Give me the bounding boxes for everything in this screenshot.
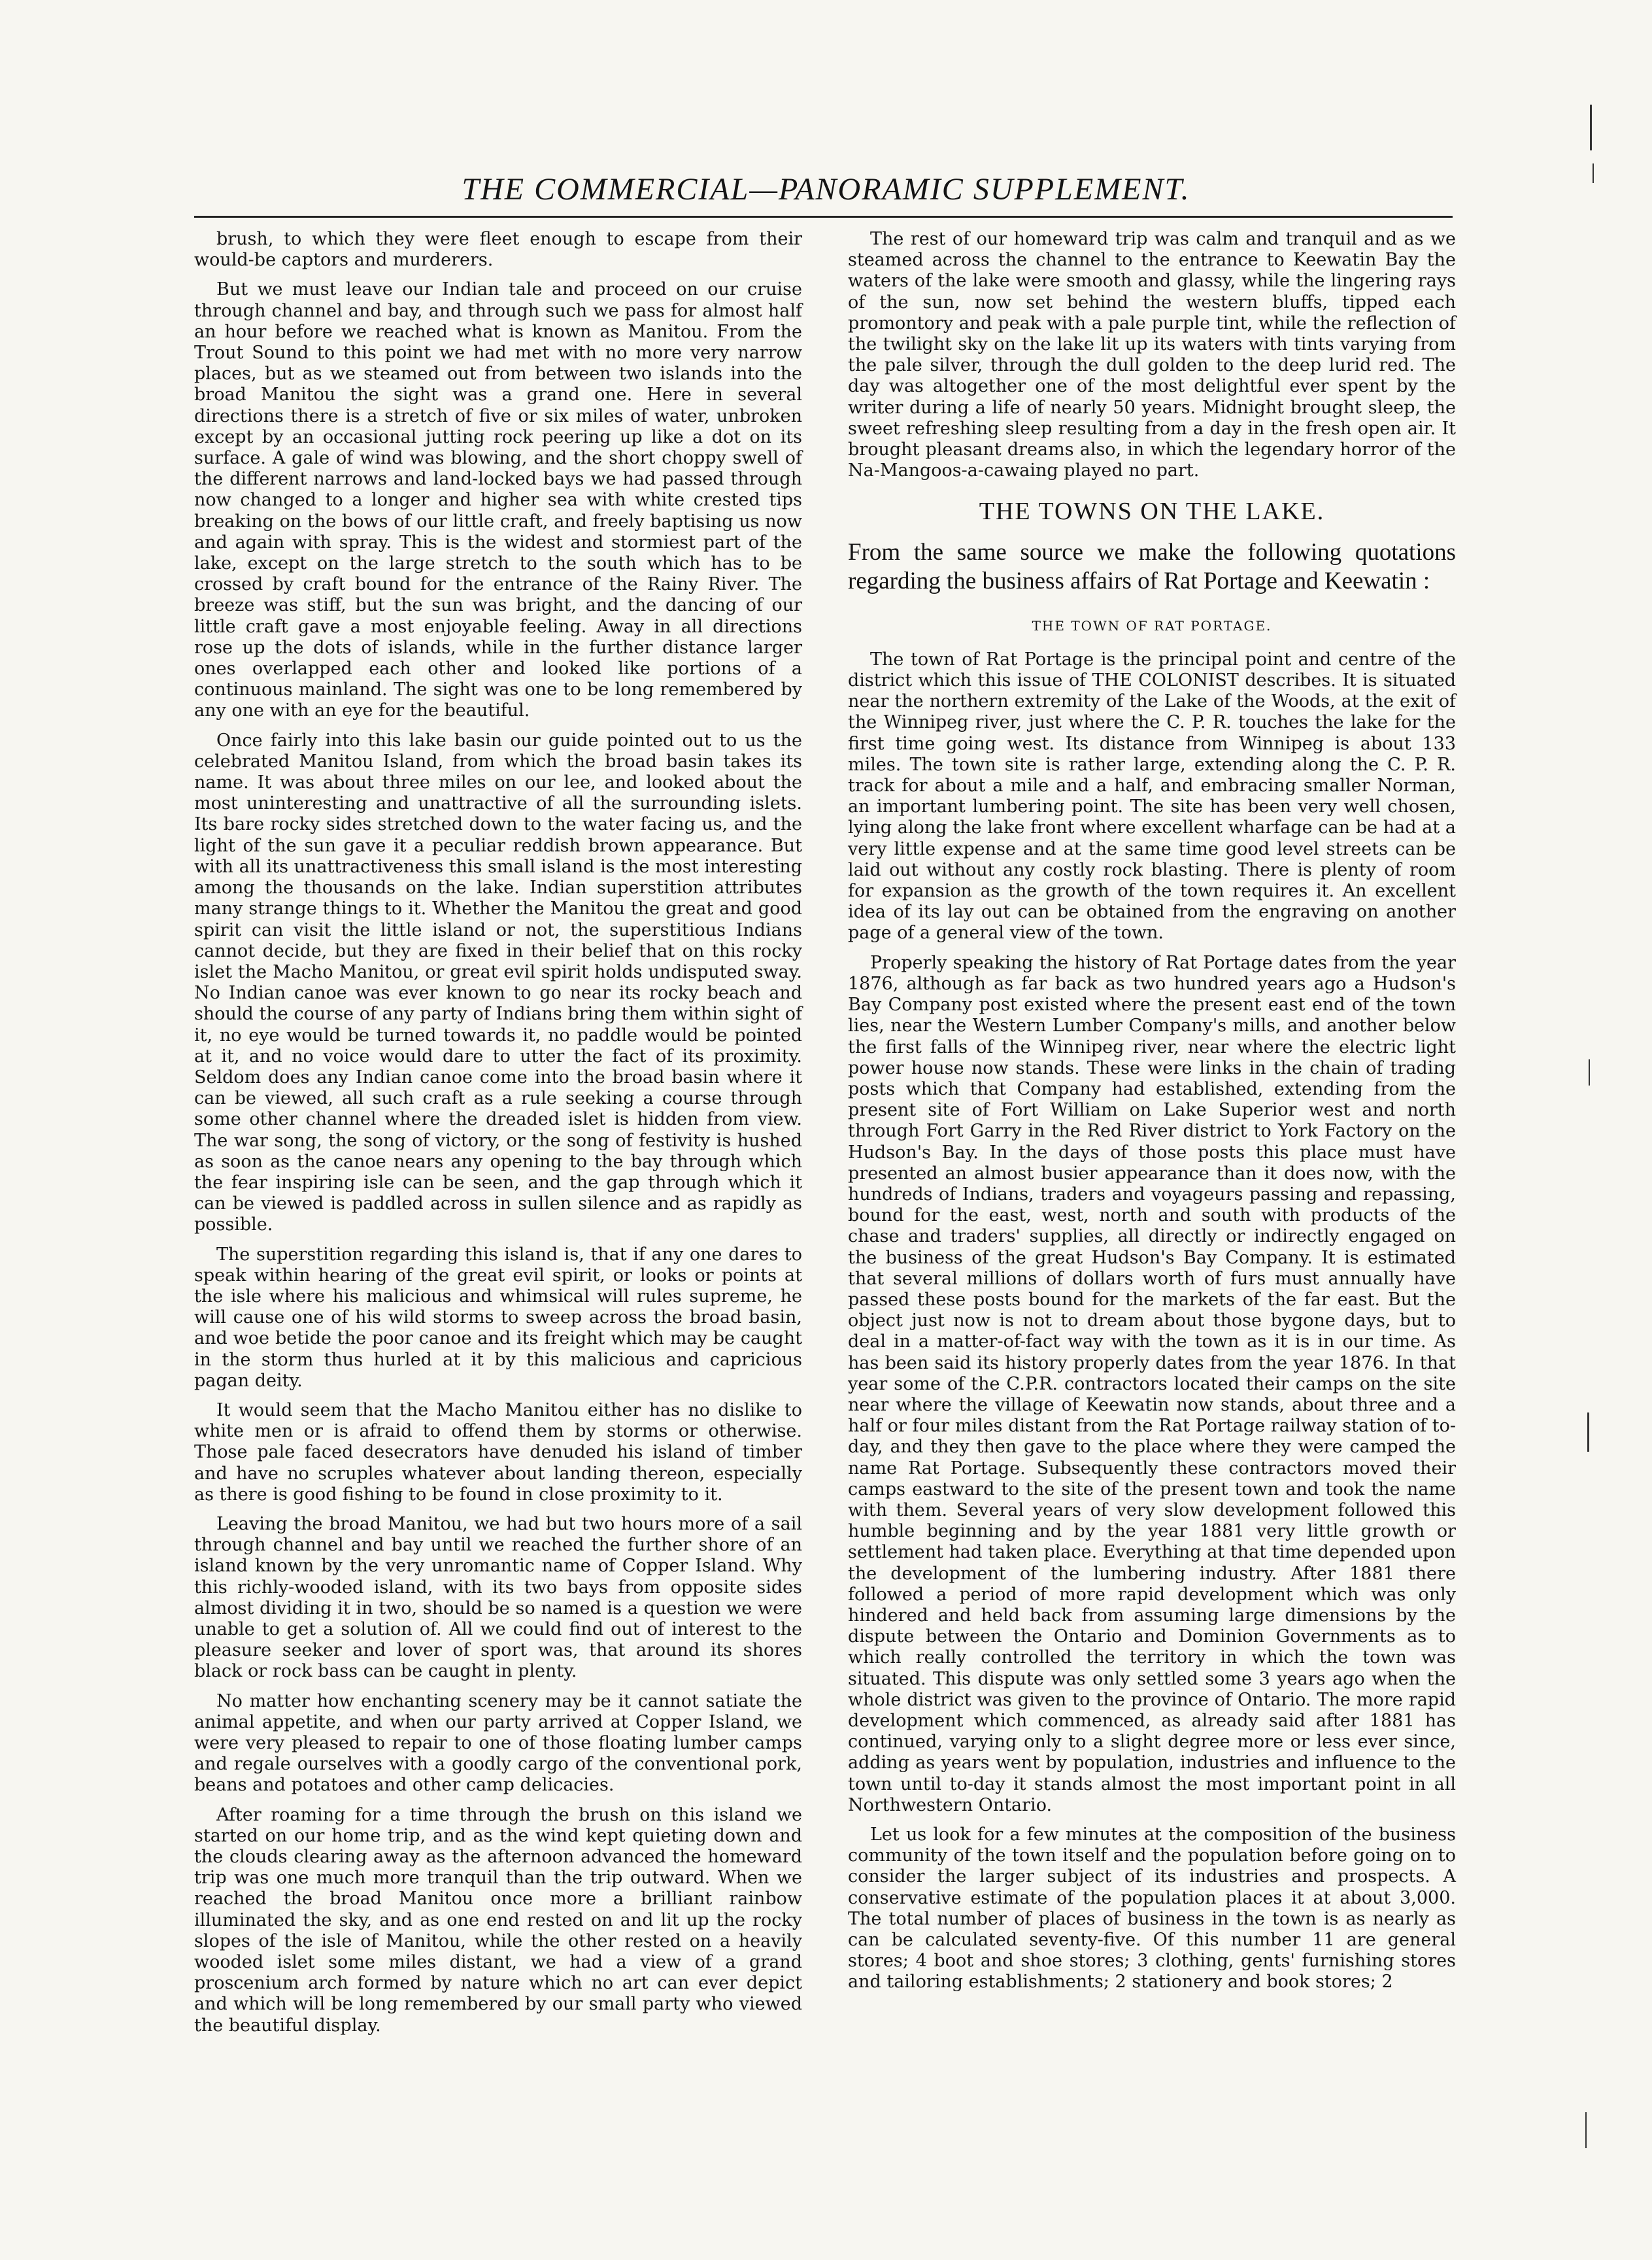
article-paragraph: Let us look for a few minutes at the composition of the business community of the town itself and the population before going on to consider the larger subject of its industries and prospects. A conservative estimate of the population places it at about 3,000. The total number of places of business in the town is as nearly as can be calculated seventy-five. Of this number 11 are general stores; 4 boot and shoe stores; 3 clothing, gents' furnishing stores and tailoring establishments; 2 stationery and book stores; 2 bbox=[848, 1824, 1456, 1993]
article-paragraph: It would seem that the Macho Manitou either has no dislike to white men or is afraid to offend them by storms or otherwise. Those pale faced desecrators have denuded his island of timber and have no scruples whatever about landing thereon, especially as there is good fishing to be found in close proximity to it. bbox=[194, 1399, 802, 1505]
article-paragraph: The superstition regarding this island is, that if any one dares to speak within hearing of the great evil spirit, or looks or points at the isle where his malicious and whimsical will rules supreme, he will cause one of his wild storms to sweep across the broad basin, and woe betide the poor canoe and its freight which may be caught in the storm thus hurled at it by this malicious and capricious pagan deity. bbox=[194, 1244, 802, 1391]
margin-mark bbox=[1589, 1059, 1590, 1086]
article-paragraph: After roaming for a time through the brush on this island we started on our home trip, and as the wind kept quieting down and the clouds clearing away as the afternoon advanced the homeward trip was one much more tranquil than the trip outward. When we reached the broad Manitou once more a brilliant rainbow illuminated the sky, and as one end rested on and lit up the rocky slopes of the isle of Manitou, while the other rested on a heavily wooded islet some miles distant, we had a view of a grand proscenium arch formed by nature which no art can ever depict and which will be long remembered by our small party who viewed the beautiful display. bbox=[194, 1804, 802, 2036]
right-paragraphs bbox=[848, 649, 1456, 1993]
margin-mark bbox=[1585, 2112, 1587, 2148]
article-paragraph: Leaving the broad Manitou, we had but two hours more of a sail through channel and bay until we reached the further shore of an island known by the very unromantic name of Copper Island. Why this richly-wooded island, with its two bays from opposite sides almost dividing it in two, should be so named is a question we were unable to get a solution of. All we could find out of interest to the pleasure seeker and lover of sport was, that around its shores black or rock bass can be caught in plenty. bbox=[194, 1513, 802, 1682]
article-paragraph: Properly speaking the history of Rat Portage dates from the year 1876, although as far back as two hundred years ago a Hudson's Bay Company post existed where the present east end of the town lies, near the Western Lumber Company's mills, and another below the first falls of the Winnipeg river, near where the electric light power house now stands. These were links in the chain of trading posts which that Company had established, extending from the present site of Fort William on Lake Superior west and north through Fort Garry in the Red River district to York Factory on the Hudson's Bay. In the days of those posts this place must have presented an almost busier appearance than it does now, with the hundreds of Indians, traders and voyageurs passing and repassing, bound for the east, west, north and south with products of the chase and traders' supplies, all directly or indirectly engaged on the business of the great Hudson's Bay Company. It is estimated that several millions of dollars worth of furs must annually have passed these posts bound for the markets of the far east. But the object just now is not to dream about those bygone days, but to deal in a matter-of-fact way with the town as it is in our time. As has been said its history properly dates from the year 1876. In that year some of the C.P.R. contractors located their camps on the site near where the village of Keewatin now stands, about three and a half or four miles distant from the Rat Portage railway station of to-day, and they then gave to the place where they were camped the name Rat Portage. Subsequently these contractors moved their camps eastward to the site of the present town and took the name with them. Several years of very slow development followed this humble beginning and by the year 1881 very little growth or settlement had taken place. Everything at that time depended upon the development of the lumbering industry. After 1881 there followed a period of more rapid development which was only hindered and held back from assuming large dimensions by the dispute between the Ontario and Dominion Governments as to which really controlled the territory in which the town was situated. This dispute was only settled some 3 years ago when the whole district was given to the province of Ontario. The more rapid development which commenced, as already said after 1881 has continued, varying only to a slight degree more or less ever since, adding as years went by population, industries and influence to the town until to-day it stands almost the most important point in all Northwestern Ontario. bbox=[848, 952, 1456, 1815]
opening-paragraph: The rest of our homeward trip was calm and tranquil and as we steamed across the channel to the entrance to Keewatin Bay the waters of the lake were smooth and glassy, while the lingering rays of the sun, now set behind the western bluffs, tipped each promontory and peak with a pale purple tint, while the reflection of the twilight sky on the lake lit up its waters with tints varying from the pale silver, through the dull golden to the deep lurid red. The day was altogether one of the most delightful ever spent by the writer during a life of nearly 50 years. Midnight brought sleep, the sweet refreshing sleep resulting from a day in the fresh open air. It brought pleasant dreams also, in which the legendary horror of the Na-Mangoos-a-cawaing played no part. bbox=[848, 229, 1456, 481]
article-paragraph: The town of Rat Portage is the principal point and centre of the district which this issue of THE COLONIST describes. It is situated near the northern extremity of the Lake of the Woods, at the exit of the Winnipeg river, just where the C. P. R. touches the lake for the first time going west. Its distance from Winnipeg is about 133 miles. The town site is rather large, extending along the C. P. R. track for about a mile and a half, and embracing smaller Norman, an important lumbering point. The site has been very well chosen, lying along the lake front where excellent wharfage can be had at a very little expense and at the same time good level streets can be laid out without any costly rock blasting. There is plenty of room for expansion as the growth of the town requires it. An excellent idea of its lay out can be obtained from the engraving on another page of a general view of the town. bbox=[848, 649, 1456, 944]
article-paragraph: Once fairly into this lake basin our guide pointed out to us the celebrated Manitou Island, from which the broad basin takes its name. It was about three miles on our lee, and looked about the most uninteresting and unattractive of all the surrounding islets. Its bare rocky sides stretched down to the water facing us, and the light of the sun gave it a peculiar reddish brown appearance. But with all its unattractiveness this small island is the most interesting among the thousands on the lake. Indian superstition attributes many strange things to it. Whether the Manitou the great and good spirit can visit the little island or not, the superstitious Indians cannot decide, but they are fixed in their belief that on this rocky islet the Macho Manitou, or great evil spirit holds undisputed sway. No Indian canoe was ever known to go near its rocky beach and should the course of any party of Indians bring them within sight of it, no eye would be turned towards it, no paddle would be pointed at it, and no voice would dare to utter the fact of its proximity. Seldom does any Indian canoe come into the broad basin where it can be viewed, all such craft as a rule seeking a course through some other channel where the dreaded islet is hidden from view. The war song, the song of victory, or the song of festivity is hushed as soon as the canoe nears any opening to the bay through which the fear inspiring isle can be seen, and the gap through which it can be viewed is paddled across in sullen silence and as rapidly as possible. bbox=[194, 730, 802, 1235]
section-title: THE TOWNS ON THE LAKE. bbox=[979, 498, 1325, 526]
margin-mark bbox=[1590, 105, 1592, 150]
header-rule bbox=[194, 216, 1453, 218]
right-column bbox=[848, 229, 1456, 2002]
left-column bbox=[194, 229, 802, 2045]
section-intro: From the same source we make the following quotations regarding the business affairs of Rat Portage and Keewatin : bbox=[848, 538, 1456, 594]
article-paragraph: brush, to which they were fleet enough to escape from their would-be captors and murderers. bbox=[194, 229, 802, 271]
article-paragraph: No matter how enchanting scenery may be it cannot satiate the animal appetite, and when our party arrived at Copper Island, we were very pleased to repair to one of those floating lumber camps and regale ourselves with a goodly cargo of the conventional pork, beans and potatoes and other camp delicacies. bbox=[194, 1690, 802, 1796]
margin-mark bbox=[1593, 163, 1594, 183]
article-paragraph: But we must leave our Indian tale and proceed on our cruise through channel and bay, and through such we pass for almost half an hour before we reached what is known as Manitou. From the Trout Sound to this point we had met with no more very narrow places, but as we steamed out from between two islands into the broad Manitou the sight was a grand one. Here in several directions there is a stretch of five or six miles of water, unbroken except by an occasional jutting rock peering up like a dot on its surface. A gale of wind was blowing, and the short choppy swell of the different narrows and land-locked bays we had passed through now changed to a longer and higher sea with white crested tips breaking on the bows of our little craft, and freely baptising us now and again with spray. This is the widest and stormiest part of the lake, except on the large stretch to the south which has to be crossed by craft bound for the entrance of the Rainy River. The breeze was stiff, but the sun was bright, and the dancing of our little craft gave a most enjoyable feeling. Away in all directions rose up the dots of islands, while in the further distance larger ones overlapped each other and looked like portions of a continuous mainland. The sight was one to be long remembered by any one with an eye for the beautiful. bbox=[194, 279, 802, 721]
margin-mark bbox=[1587, 1412, 1589, 1452]
page-header: THE COMMERCIAL—PANORAMIC SUPPLEMENT. bbox=[462, 172, 1190, 207]
subheading-rat-portage: THE TOWN OF RAT PORTAGE. bbox=[1032, 617, 1272, 634]
